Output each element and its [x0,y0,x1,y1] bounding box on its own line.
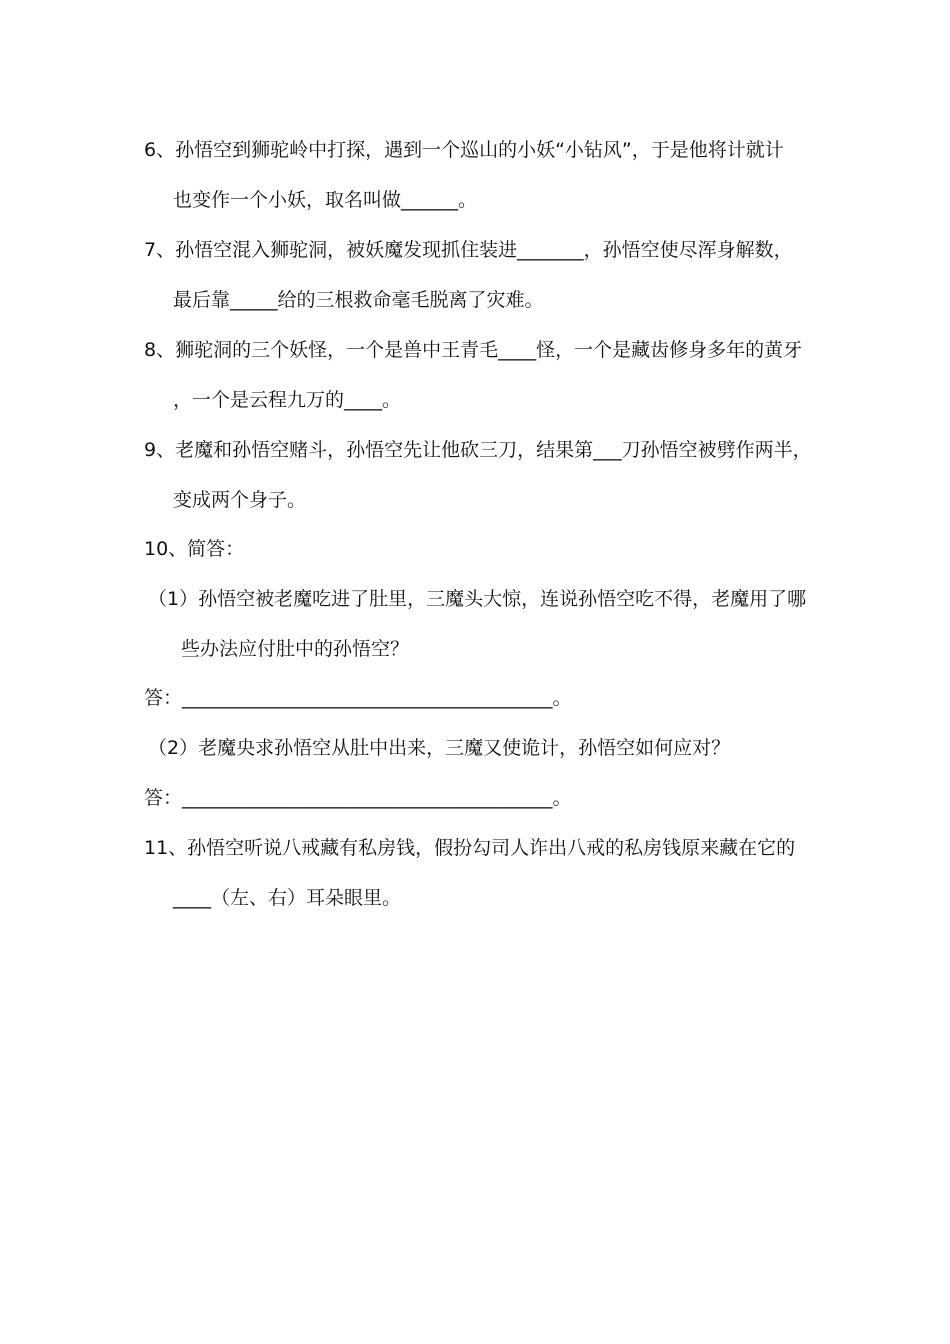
question-8-line-2: ，一个是云程九万的____。 [173,389,402,411]
answer-1-line: 答：_______________________________________。 [144,687,572,709]
question-10-2-line: （2）老魔央求孙悟空从肚中出来，三魔又使诡计，孙悟空如何应对？ [148,737,731,759]
question-9-line-2: 变成两个身子。 [173,489,307,511]
question-6-line-1: 6、孙悟空到狮驼岭中打探，遇到一个巡山的小妖“小钻风”，于是他将计就计 [144,139,784,161]
question-11-line-2: ____（左、右）耳朵眼里。 [173,887,402,909]
question-11-line-1: 11、孙悟空听说八戒藏有私房钱，假扮勾司人诈出八戒的私房钱原来藏在它的 [144,837,796,859]
question-10-heading: 10、简答： [144,538,245,560]
answer-2-line: 答：_______________________________________。 [144,787,572,809]
question-7-line-1: 7、孙悟空混入狮驼洞，被妖魔发现抓住装进_______，孙悟空使尽浑身解数， [144,239,793,261]
question-6-line-2: 也变作一个小妖，取名叫做______。 [173,189,478,211]
question-10-1-line-1: （1）孙悟空被老魔吃进了肚里，三魔头大惊，连说孙悟空吃不得，老魔用了哪 [148,588,807,610]
question-8-line-1: 8、狮驼洞的三个妖怪，一个是兽中王青毛____怪，一个是藏齿修身多年的黄牙 [144,339,803,361]
question-7-line-2: 最后靠_____给的三根救命毫毛脱离了灾难。 [173,289,544,311]
question-10-1-line-2: 些办法应付肚中的孙悟空？ [181,638,410,660]
question-9-line-1: 9、老魔和孙悟空赌斗，孙悟空先让他砍三刀，结果第___刀孙悟空被劈作两半， [144,439,812,461]
